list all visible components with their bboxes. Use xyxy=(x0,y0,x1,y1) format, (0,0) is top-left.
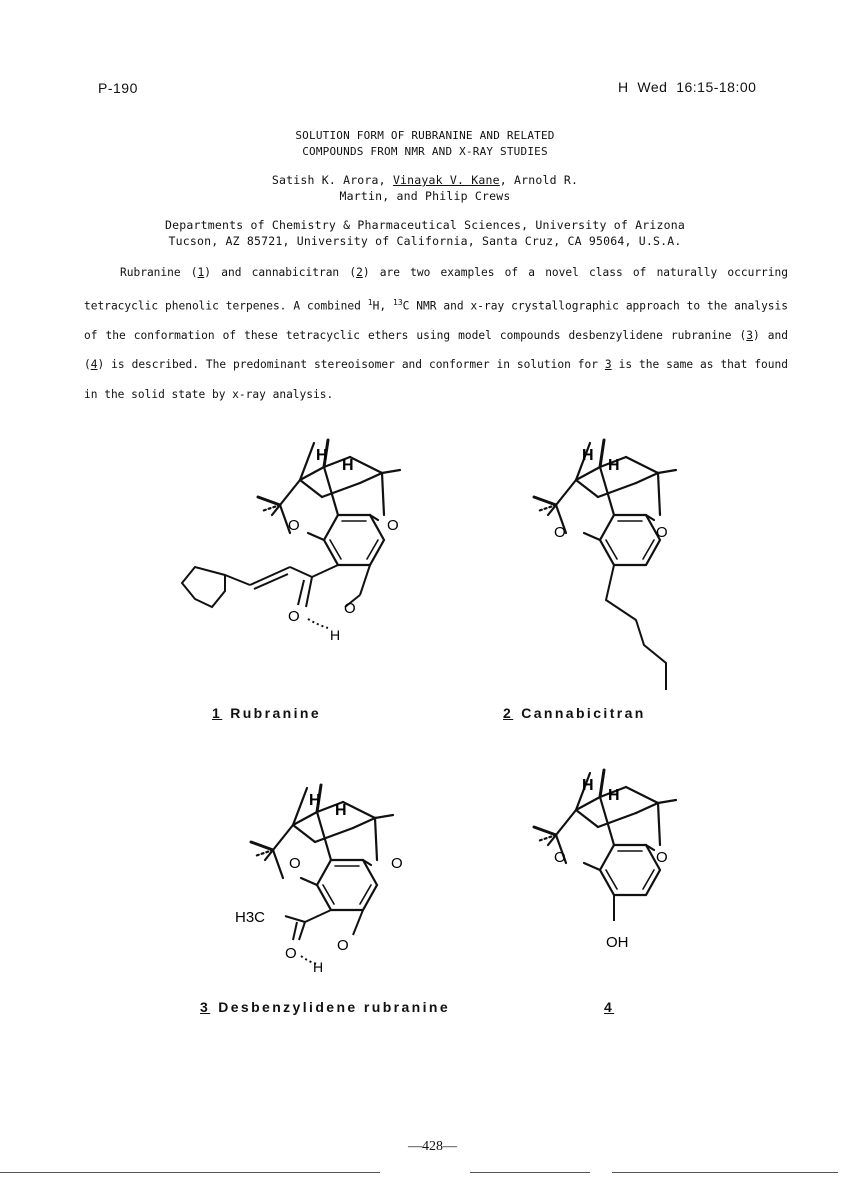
structure-rubranine xyxy=(182,440,400,643)
footer-rule-right xyxy=(612,1172,838,1173)
affiliation-line-2: Tucson, AZ 85721, University of California, Santa Cruz, CA 95064, U.S.A. xyxy=(168,234,682,248)
svg-text:O: O xyxy=(285,945,297,962)
svg-text:H: H xyxy=(335,802,347,819)
compound-ref-4: 4 xyxy=(90,358,98,372)
svg-text:O: O xyxy=(344,600,356,617)
footer-rule-left xyxy=(0,1172,380,1173)
svg-text:O: O xyxy=(554,849,566,866)
svg-text:H: H xyxy=(330,627,341,643)
svg-text:OH: OH xyxy=(606,934,629,951)
svg-text:O: O xyxy=(289,855,301,872)
svg-text:H: H xyxy=(608,457,620,474)
session-time: H Wed 16:15-18:00 xyxy=(618,79,757,95)
svg-text:H: H xyxy=(309,792,321,809)
svg-text:O: O xyxy=(391,855,403,872)
author-presenting: Vinayak V. Kane xyxy=(392,173,500,187)
abstract-code: P-190 xyxy=(98,80,138,96)
author-3: , Arnold R. xyxy=(499,173,579,187)
svg-text:H: H xyxy=(608,787,620,804)
svg-text:H: H xyxy=(582,447,594,464)
svg-text:O: O xyxy=(656,849,668,866)
caption-3: 3 Desbenzylidene rubranine xyxy=(200,999,451,1015)
caption-2: 2 Cannabicitran xyxy=(503,705,646,721)
affiliation-line-1: Departments of Chemistry & Pharmaceutical Sciences, University of Arizona xyxy=(164,218,686,232)
structure-4 xyxy=(534,770,676,951)
author-1: Satish K. Arora, xyxy=(271,173,393,187)
svg-text:O: O xyxy=(554,524,566,541)
compound-ref-1: 1 xyxy=(197,266,205,279)
title-line-1: SOLUTION FORM OF RUBRANINE AND RELATED xyxy=(295,129,555,142)
svg-text:O: O xyxy=(288,608,300,625)
title-line-2: COMPOUNDS FROM NMR AND X-RAY STUDIES xyxy=(302,145,548,158)
svg-text:O: O xyxy=(337,937,349,954)
authors-line-2: Martin, and Philip Crews xyxy=(339,189,511,203)
compound-ref-3: 3 xyxy=(746,328,754,342)
svg-text:O: O xyxy=(387,517,399,534)
svg-text:H: H xyxy=(342,457,354,474)
svg-text:H: H xyxy=(316,447,328,464)
abstract-text: Rubranine (1) and cannabicitran (2) are two examples of a novel class of naturally occurring tetracyclic phenolic terpenes. A combined $^1$H, $^{13}$C NMR and x-ray crystallographic approach to the analysis of the conformation of these tetracyclic ethers using model compounds desbenzylidene rubranine (3) and (4) is described. The predominant stereoisomer and conformer in solution for 3 is the same as that found in the solid state by x-ray analysis. xyxy=(84,266,789,401)
compound-ref-3b: 3 xyxy=(604,358,612,372)
svg-text:O: O xyxy=(288,517,300,534)
caption-4: 4 xyxy=(604,999,615,1015)
svg-text:H: H xyxy=(582,777,594,794)
page-number: —428— xyxy=(408,1139,457,1154)
svg-text:O: O xyxy=(656,524,668,541)
structure-desbenzylidene-rubranine xyxy=(235,785,403,975)
svg-text:H: H xyxy=(313,959,324,975)
compound-ref-2: 2 xyxy=(356,266,363,279)
svg-text:H3C: H3C xyxy=(235,909,266,926)
footer-rule-middle xyxy=(470,1172,590,1173)
structure-cannabicitran xyxy=(534,440,676,690)
caption-1: 1 Rubranine xyxy=(212,705,322,721)
